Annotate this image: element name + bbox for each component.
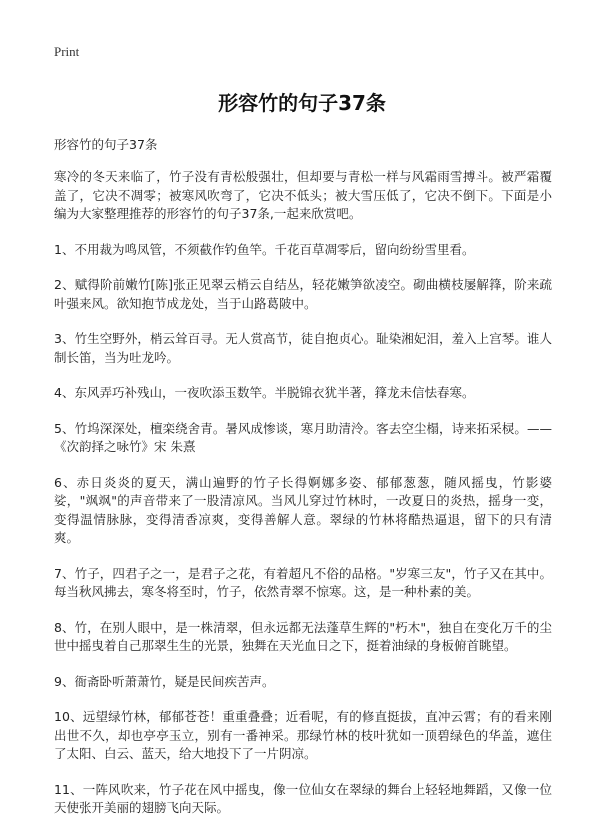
- intro-paragraph: 寒冷的冬天来临了，竹子没有青松般强壮，但却要与青松一样与风霜雨雪搏斗。被严霜覆盖了，它决不凋零；被寒风吹弯了，它决不低头；被大雪压低了，它决不倒下。下面是小编为大家整理推荐的形容竹的句子37条,一起来欣赏吧。: [54, 169, 552, 221]
- list-item-11: 11、一阵风吹来，竹子花在风中摇曳，像一位仙女在翠绿的舞台上轻轻地舞蹈，又像一位天使张开美丽的翅膀飞向天际。: [54, 781, 552, 815]
- print-link[interactable]: Print: [54, 44, 80, 59]
- list-item-3: 3、竹生空野外，梢云耸百寻。无人赏高节，徒自抱贞心。耻染湘妃泪，羞入上宫琴。谁人制长笛，当为吐龙吟。: [54, 331, 552, 365]
- article-subtitle: 形容竹的句子37条: [54, 137, 158, 152]
- list-item-7: 7、竹子，四君子之一，是君子之花，有着超凡不俗的品格。"岁寒三友"，竹子又在其中。每当秋风拂去，寒冬将至时，竹子，依然青翠不惊寒。这，是一种朴素的美。: [54, 565, 552, 599]
- list-item-10: 10、远望绿竹林，郁郁苍苍！重重叠叠；近看呢，有的修直挺拔，直冲云霄；有的看来刚出世不久，却也亭亭玉立，别有一番神采。那绿竹林的枝叶犹如一顶碧绿色的华盖，遮住了太阳、白云、蓝天，给大地投下了一片阴凉。: [54, 709, 552, 761]
- article-title: 形容竹的句子37条: [218, 91, 386, 115]
- list-item-1: 1、不用裁为鸣凤管，不须截作钓鱼竿。千花百草凋零后，留向纷纷雪里看。: [54, 241, 475, 257]
- list-item-5: 5、竹坞深深处，檀栾绕舍青。暑风成惨谈，寒月助清泠。客去空尘榻，诗来拓采棂。——《次韵择之咏竹》宋 朱熹: [54, 420, 552, 454]
- list-item-6: 6、赤日炎炎的夏天，满山遍野的竹子长得婀娜多姿、郁郁葱葱，随风摇曳，竹影婆娑，"飒飒"的声音带来了一股清凉风。当风儿穿过竹林时，一改夏日的炎热，摇身一变，变得温情脉脉，变得清香凉爽，变得善解人意。翠绿的竹林将酷热逼退，留下的只有清爽。: [54, 474, 552, 545]
- list-item-2: 2、赋得阶前嫩竹[陈]张正见翠云梢云自结丛，轻花嫩笋欲凌空。砌曲横枝屡解箨，阶来疏叶强来风。欲知抱节成龙处，当于山路葛陂中。: [54, 277, 552, 311]
- list-item-9: 9、衙斋卧听萧萧竹，疑是民间疾苦声。: [54, 673, 275, 689]
- list-item-4: 4、东风弄巧补残山，一夜吹添玉数竿。半脱锦衣犹半著，箨龙未信怯春寒。: [54, 385, 475, 400]
- list-item-8: 8、竹，在别人眼中，是一株清翠，但永远都无法蓬草生辉的"朽木"，独自在变化万千的尘世中摇曳着自己那翠生生的光景，独舞在天光血日之下，挺着油绿的身板俯首眺望。: [54, 619, 552, 653]
